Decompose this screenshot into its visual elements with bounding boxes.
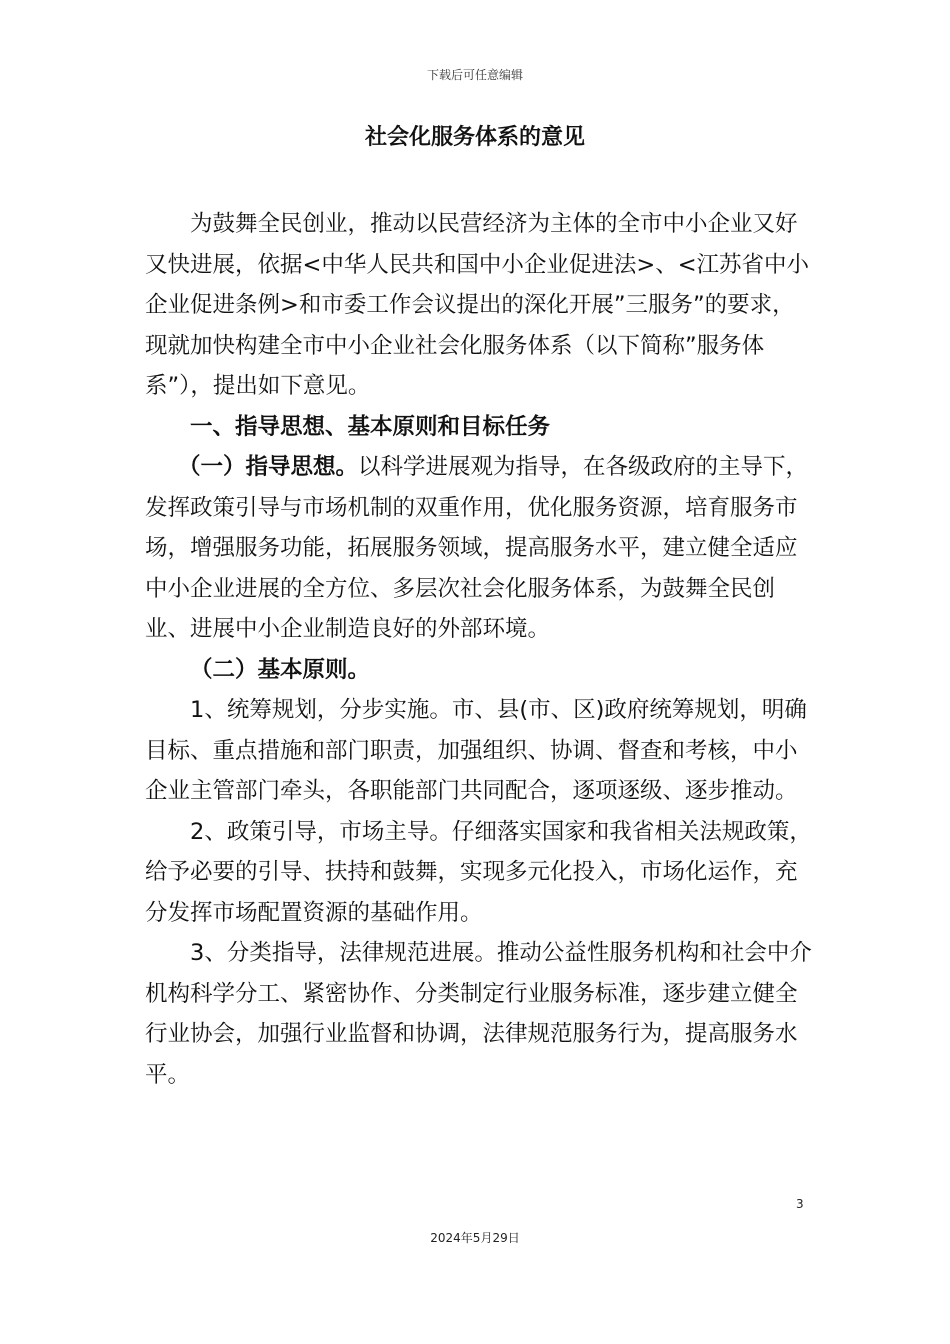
principles-heading: （二）基本原则。 — [190, 656, 371, 683]
principle-1: 1、统筹规划，分步实施。市、县(市、区)政府统筹规划，明确目标、重点措施和部门职责，加强组织、协调、督查和考核，中小企业主管部门牵头，各职能部门共同配合，逐项逐级、逐步推动。 — [145, 697, 807, 804]
header-note: 下载后可任意编辑 — [426, 68, 523, 82]
document-title: 社会化服务体系的意见 — [364, 125, 585, 150]
guiding-label: （一）指导思想。 — [178, 454, 359, 480]
footer-date: 2024年5月29日 — [430, 1231, 520, 1245]
guiding-text: 以科学进展观为指导，在各级政府的主导下，发挥政策引导与市场机制的双重作用，优化服务资源，培育服务市场，增强服务功能，拓展服务领域，提高服务水平，建立健全适应中小企业进展的全方位、多层次社会化服务体系，为鼓舞全民创业、进展中小企业制造良好的外部环境。 — [145, 454, 809, 642]
principle-2: 2、政策引导，市场主导。仔细落实国家和我省相关法规政策，给予必要的引导、扶持和鼓舞，实现多元化投入，市场化运作，充分发挥市场配置资源的基础作用。 — [145, 818, 812, 926]
principle-3: 3、分类指导，法律规范进展。推动公益性服务机构和社会中介机构科学分工、紧密协作、分类制定行业服务标准，逐步建立健全行业协会，加强行业监督和协调，法律规范服务行为，提高服务水平。 — [145, 940, 812, 1088]
document-body — [145, 204, 815, 1095]
page-number: 3 — [796, 1197, 804, 1211]
section-1-heading: 一、指导思想、基本原则和目标任务 — [190, 413, 551, 440]
intro-paragraph: 为鼓舞全民创业，推动以民营经济为主体的全市中小企业又好又快进展，依据<中华人民共和国中小企业促进法>、<江苏省中小企业促进条例>和市委工作会议提出的深化开展”三服务”的要求，现就加快构建全市中小企业社会化服务体系（以下简称”服务体系”），提出如下意见。 — [145, 211, 810, 399]
guiding-paragraph — [145, 447, 815, 650]
